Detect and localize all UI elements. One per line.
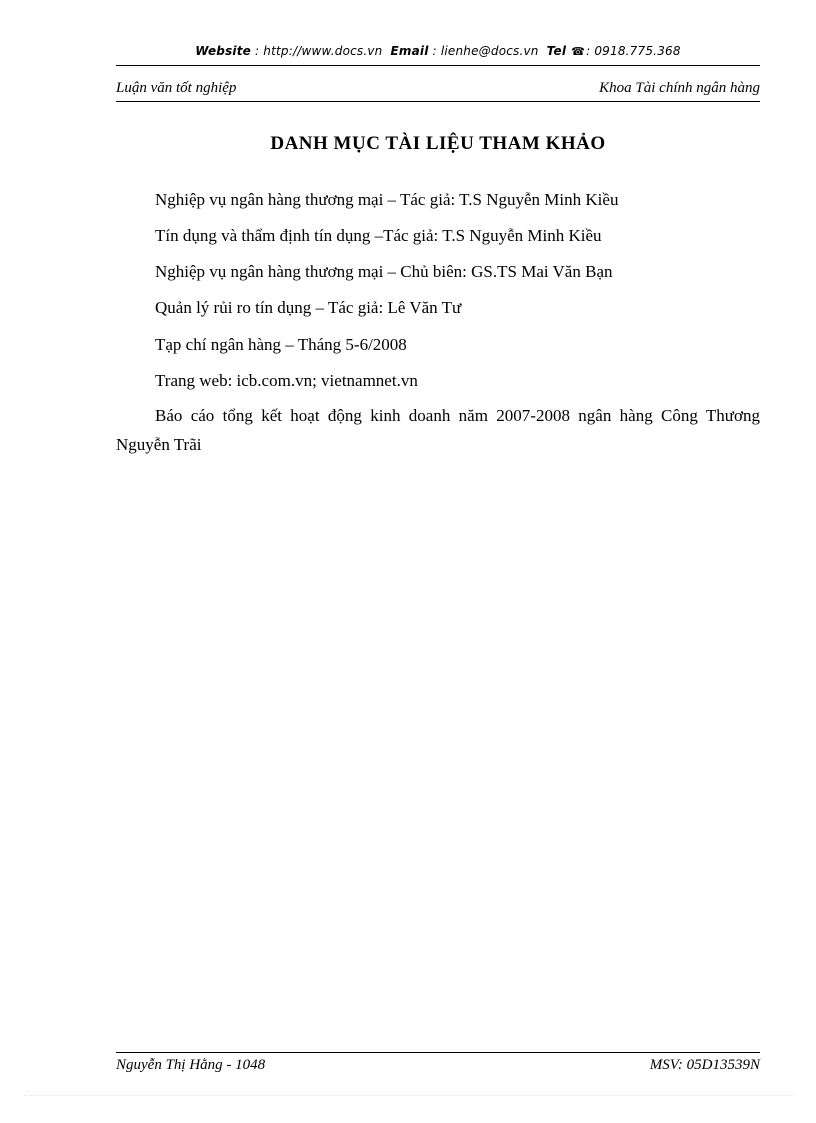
top-divider bbox=[116, 65, 760, 66]
reference-item: Nghiệp vụ ngân hàng thương mại – Tác giả: T.S Nguyễn Minh Kiều bbox=[155, 190, 619, 209]
website-url: http://www.docs.vn bbox=[263, 44, 383, 58]
running-header-left: Luận văn tốt nghiệp bbox=[116, 80, 237, 96]
reference-item: Quản lý rủi ro tín dụng – Tác giả: Lê Văn Tư bbox=[155, 298, 462, 317]
email-label: Email bbox=[390, 44, 429, 58]
running-header-right: Khoa Tài chính ngân hàng bbox=[599, 80, 760, 96]
website-label: Website bbox=[195, 44, 252, 58]
tel-separator: : bbox=[586, 44, 595, 58]
footer-author: Nguyễn Thị Hằng - 1048 bbox=[116, 1057, 266, 1073]
running-header bbox=[116, 80, 760, 100]
website-contact-bar bbox=[116, 44, 760, 58]
reference-item: Tín dụng và thẩm định tín dụng –Tác giả: T.S Nguyễn Minh Kiều bbox=[155, 226, 602, 245]
reference-item: Báo cáo tổng kết hoạt động kinh doanh năm 2007-2008 ngân hàng Công Thương Nguyễn Trãi bbox=[116, 406, 760, 454]
reference-item: Nghiệp vụ ngân hàng thương mại – Chủ biên: GS.TS Mai Văn Bạn bbox=[155, 262, 613, 281]
website-separator: : bbox=[251, 44, 264, 58]
email-separator: : bbox=[428, 44, 441, 58]
page-title: DANH MỤC TÀI LIỆU THAM KHẢO bbox=[270, 133, 606, 154]
reference-item: Trang web: icb.com.vn; vietnamnet.vn bbox=[155, 371, 418, 390]
footer-student-id: MSV: 05D13539N bbox=[649, 1057, 760, 1073]
email-address: lienhe@docs.vn bbox=[440, 44, 539, 58]
footer-divider bbox=[116, 1052, 760, 1053]
reference-item: Tạp chí ngân hàng – Tháng 5-6/2008 bbox=[155, 335, 407, 354]
tel-number: 0918.775.368 bbox=[594, 44, 681, 58]
phone-icon: ☎ bbox=[571, 45, 586, 58]
page-bottom-dotted-line bbox=[24, 1095, 794, 1096]
header-divider bbox=[116, 101, 760, 102]
page-footer bbox=[116, 1057, 760, 1077]
tel-label: Tel bbox=[546, 44, 567, 58]
